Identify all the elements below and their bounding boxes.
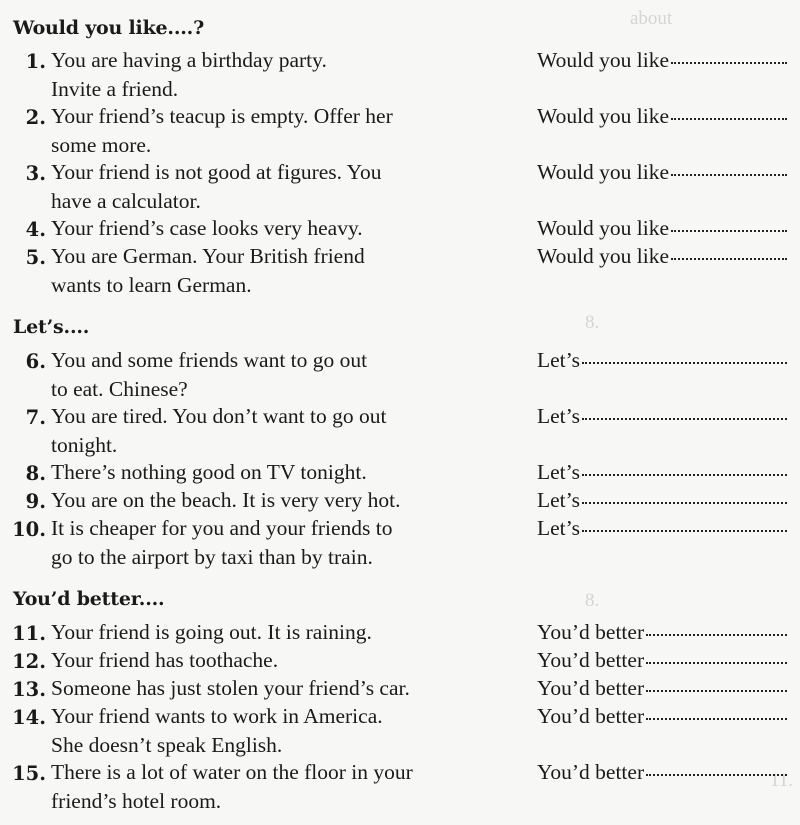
item-text-line: Someone has just stolen your friend’s car.	[51, 676, 410, 700]
item-number: 2.	[25, 106, 46, 129]
answer-blank[interactable]	[537, 646, 787, 675]
answer-prompt: Would you like	[537, 244, 670, 268]
item-text-line: Your friend is not good at figures. You	[51, 160, 382, 184]
item-text-line: friend’s hotel room.	[51, 788, 222, 813]
item-text-line: She doesn’t speak English.	[51, 732, 283, 757]
item-number: 1.	[25, 50, 46, 73]
item-text-line: It is cheaper for you and your friends to	[51, 516, 393, 540]
answer-prompt: Would you like	[537, 216, 670, 240]
answer-blank[interactable]	[537, 486, 787, 515]
dotted-answer-line[interactable]	[646, 714, 787, 720]
item-text-line: have a calculator.	[51, 188, 201, 213]
bleed-through-text: 8.	[585, 590, 600, 611]
answer-blank[interactable]	[537, 618, 787, 647]
item-text-line: Your friend is going out. It is raining.	[51, 620, 372, 644]
bleed-through-text: 8.	[585, 312, 600, 333]
answer-blank[interactable]	[537, 758, 787, 787]
item-text-line: You are German. Your British friend	[51, 244, 365, 268]
item-text-line: some more.	[51, 132, 152, 157]
dotted-answer-line[interactable]	[671, 114, 787, 120]
answer-blank[interactable]	[537, 674, 787, 703]
item-text-line: You are tired. You don’t want to go out	[51, 404, 387, 428]
item-number: 3.	[25, 162, 46, 185]
item-text-line: You are on the beach. It is very very hot.	[51, 488, 401, 512]
dotted-answer-line[interactable]	[646, 770, 787, 776]
answer-prompt: You’d better	[537, 704, 645, 728]
item-text-line: wants to learn German.	[51, 272, 252, 297]
answer-prompt: Let’s	[537, 488, 580, 512]
dotted-answer-line[interactable]	[582, 498, 787, 504]
item-text-line: You and some friends want to go out	[51, 348, 368, 372]
answer-prompt: You’d better	[537, 620, 645, 644]
answer-prompt: Let’s	[537, 404, 580, 428]
item-number: 11.	[12, 622, 46, 645]
item-number: 15.	[12, 762, 46, 785]
bleed-through-text: about	[630, 8, 673, 29]
answer-blank[interactable]	[537, 346, 787, 375]
dotted-answer-line[interactable]	[671, 170, 787, 176]
answer-blank[interactable]	[537, 702, 787, 731]
item-text-line: There’s nothing good on TV tonight.	[51, 460, 367, 484]
dotted-answer-line[interactable]	[582, 358, 787, 364]
answer-blank[interactable]	[537, 158, 787, 187]
item-number: 5.	[25, 246, 46, 269]
item-text-line: Your friend has toothache.	[51, 648, 279, 672]
section-title-lets: Let’s....	[13, 316, 90, 338]
dotted-answer-line[interactable]	[582, 526, 787, 532]
item-number: 7.	[25, 406, 46, 429]
answer-blank[interactable]	[537, 514, 787, 543]
dotted-answer-line[interactable]	[646, 658, 787, 664]
answer-prompt: Let’s	[537, 348, 580, 372]
answer-prompt: Would you like	[537, 160, 670, 184]
item-number: 10.	[12, 518, 46, 541]
section-title-youd-better: You’d better....	[13, 588, 165, 610]
item-number: 6.	[25, 350, 46, 373]
item-text-line: Your friend’s case looks very heavy.	[51, 216, 363, 240]
answer-blank[interactable]	[537, 46, 787, 75]
item-text-line: Your friend wants to work in America.	[51, 704, 383, 728]
answer-blank[interactable]	[537, 214, 787, 243]
answer-prompt: You’d better	[537, 676, 645, 700]
answer-prompt: You’d better	[537, 760, 645, 784]
answer-blank[interactable]	[537, 402, 787, 431]
dotted-answer-line[interactable]	[582, 414, 787, 420]
answer-blank[interactable]	[537, 458, 787, 487]
answer-prompt: You’d better	[537, 648, 645, 672]
item-text-line: Invite a friend.	[51, 76, 179, 101]
answer-prompt: Would you like	[537, 48, 670, 72]
answer-blank[interactable]	[537, 242, 787, 271]
bleed-through-text: 11.	[770, 770, 794, 791]
dotted-answer-line[interactable]	[671, 254, 787, 260]
item-text-line: There is a lot of water on the floor in your	[51, 760, 413, 784]
item-text-line: You are having a birthday party.	[51, 48, 327, 72]
item-number: 12.	[12, 650, 46, 673]
item-text-line: go to the airport by taxi than by train.	[51, 544, 373, 569]
item-number: 4.	[25, 218, 46, 241]
item-text-line: to eat. Chinese?	[51, 376, 188, 401]
answer-prompt: Would you like	[537, 104, 670, 128]
answer-prompt: Let’s	[537, 460, 580, 484]
answer-prompt: Let’s	[537, 516, 580, 540]
dotted-answer-line[interactable]	[671, 226, 787, 232]
item-number: 14.	[12, 706, 46, 729]
item-number: 9.	[25, 490, 46, 513]
item-number: 8.	[25, 462, 46, 485]
section-title-would-you-like: Would you like....?	[13, 17, 205, 39]
dotted-answer-line[interactable]	[646, 686, 787, 692]
dotted-answer-line[interactable]	[582, 470, 787, 476]
item-text-line: tonight.	[51, 432, 118, 457]
answer-blank[interactable]	[537, 102, 787, 131]
item-number: 13.	[12, 678, 46, 701]
dotted-answer-line[interactable]	[671, 58, 787, 64]
dotted-answer-line[interactable]	[646, 630, 787, 636]
item-text-line: Your friend’s teacup is empty. Offer her	[51, 104, 393, 128]
